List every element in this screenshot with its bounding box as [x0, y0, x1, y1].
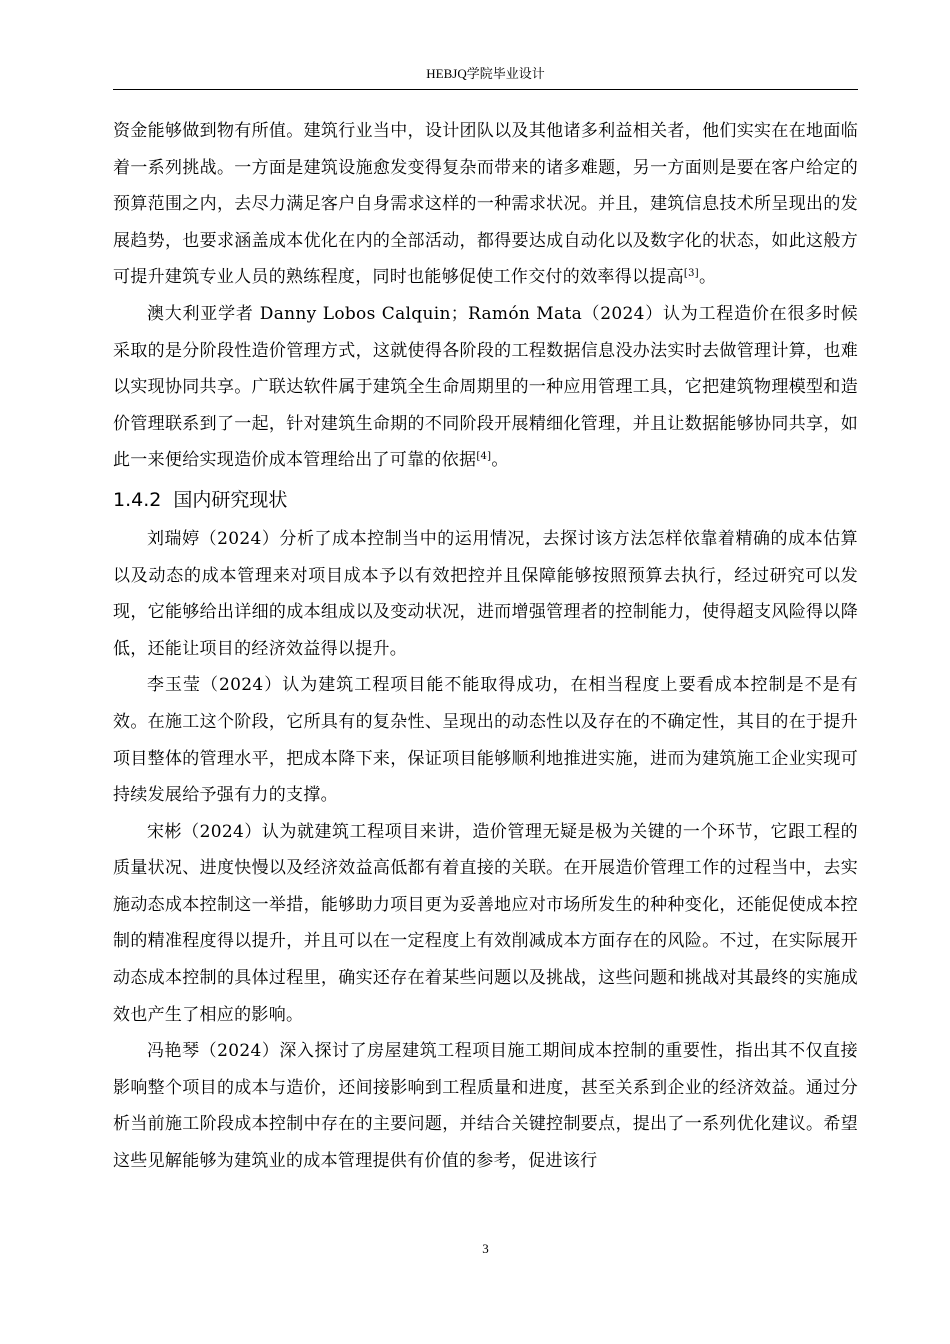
paragraph-continuation: [113, 113, 858, 296]
paragraph-text: 澳大利亚学者 Danny Lobos Calquin；Ramón Mata（2024）认为工程造价在很多时候采取的是分阶段性造价管理方式，这就使得各阶段的工程数据信息没办法实时去做管理计算，也难以实现协同共享。广联达软件属于建筑全生命周期里的一种应用管理工具，它把建筑物理模型和造价管理联系到了一起，针对建筑生命期的不同阶段开展精细化管理，并且让数据能够协同共享，如此一来便给实现造价成本管理给出了可靠的依据: [113, 303, 858, 471]
section-number: 1.4.2: [113, 488, 162, 511]
citation-4[interactable]: [4]: [476, 451, 492, 463]
paragraph-liu: 刘瑞婷（2024）分析了成本控制当中的运用情况，去探讨该方法怎样依靠着精确的成本估算以及动态的成本管理来对项目成本予以有效把控并且保障能够按照预算去执行，经过研究可以发现，它能够给出详细的成本组成以及变动状况，进而增强管理者的控制能力，使得超支风险得以降低，还能让项目的经济效益得以提升。: [113, 528, 858, 659]
paragraph-feng: 冯艳琴（2024）深入探讨了房屋建筑工程项目施工期间成本控制的重要性，指出其不仅直接影响整个项目的成本与造价，还间接影响到工程质量和进度，甚至关系到企业的经济效益。通过分析当前施工阶段成本控制中存在的主要问题，并结合关键控制要点，提出了一系列优化建议。希望这些见解能够为建筑业的成本管理提供有价值的参考，促进该行: [113, 1041, 858, 1172]
document-body: [113, 113, 858, 1180]
header-rule: [113, 89, 858, 90]
paragraph-li: 李玉莹（2024）认为建筑工程项目能不能取得成功，在相当程度上要看成本控制是不是有效。在施工这个阶段，它所具有的复杂性、呈现出的动态性以及存在的不确定性，其目的在于提升项目整体的管理水平，把成本降下来，保证项目能够顺利地推进实施，进而为建筑施工企业实现可持续发展给予强有力的支撑。: [113, 675, 858, 806]
page-header: HEBJQ学院毕业设计: [426, 66, 545, 81]
paragraph-foreign-study: [113, 296, 858, 479]
paragraph-text: 资金能够做到物有所值。建筑行业当中，设计团队以及其他诸多利益相关者，他们实实在在地面临着一系列挑战。一方面是建筑设施愈发变得复杂而带来的诸多难题，另一方面则是要在客户给定的预算范围之内，去尽力满足客户自身需求这样的一种需求状况。并且，建筑信息技术所呈现出的发展趋势，也要求涵盖成本优化在内的全部活动，都得要达成自动化以及数字化的状态，如此这般方可提升建筑专业人员的熟练程度，同时也能够促使工作交付的效率得以提高: [113, 121, 858, 288]
section-heading: [113, 479, 858, 521]
paragraph-end: 。: [698, 267, 717, 288]
section-title: 国内研究现状: [173, 488, 288, 511]
page-number: 3: [482, 1241, 489, 1256]
citation-3[interactable]: [3]: [683, 268, 699, 280]
paragraph-song: 宋彬（2024）认为就建筑工程项目来讲，造价管理无疑是极为关键的一个环节，它跟工程的质量状况、进度快慢以及经济效益高低都有着直接的关联。在开展造价管理工作的过程当中，去实施动态成本控制这一举措，能够助力项目更为妥善地应对市场所发生的种种变化，还能促使成本控制的精准程度得以提升，并且可以在一定程度上有效削减成本方面存在的风险。不过，在实际展开动态成本控制的具体过程里，确实还存在着某些问题以及挑战，这些问题和挑战对其最终的实施成效也产生了相应的影响。: [113, 821, 858, 1025]
paragraph-end: 。: [491, 450, 509, 471]
